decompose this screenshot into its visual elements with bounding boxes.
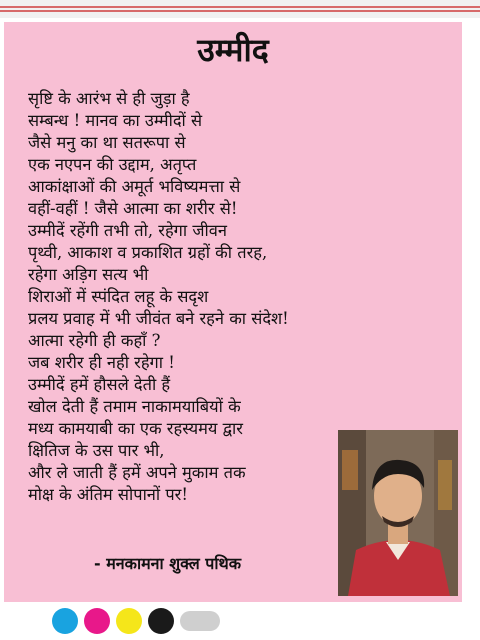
cyan-dot-icon [52,608,78,634]
decorative-rule [0,10,480,12]
poem-line: शिराओं में स्पंदित लहू के सदृश [28,287,209,306]
poem-line: सृष्टि के आरंभ से ही जुड़ा है [28,89,190,108]
poem-line: वहीं-वहीं ! जैसे आत्मा का शरीर से! [28,199,238,218]
poem-line: आकांक्षाओं की अमूर्त भविष्यमत्ता से [28,177,241,196]
poem-line: मोक्ष के अंतिम सोपानों पर! [28,485,188,504]
poem-line: पृथ्वी, आकाश व प्रकाशित ग्रहों की तरह, [28,243,268,262]
decorative-rule [0,6,480,8]
poem-line: एक नएपन की उद्दाम, अतृप्त [28,155,197,174]
poem-line: खोल देती हैं तमाम नाकामयाबियों के [28,397,241,416]
poem-line: जैसे मनु का था सतरूपा से [28,133,186,152]
poem-line: उम्मीदें हमें हौसले देती हैं [28,375,171,394]
poem-line: मध्य कामयाबी का एक रहस्यमय द्वार [28,419,243,438]
author-photo [338,430,458,596]
author-credit: - मनकामना शुक्ल पथिक [94,554,242,573]
yellow-dot-icon [116,608,142,634]
poem-line: प्रलय प्रवाह में भी जीवंत बने रहने का संदेश! [28,309,289,328]
poem-line: आत्मा रहेगी ही कहाँ ? [28,331,161,350]
newspaper-top-strip [0,0,480,18]
poem-line: क्षितिज के उस पार भी, [28,441,165,460]
poem-line: उम्मीदें रहेंगी तभी तो, रहेगा जीवन [28,221,227,240]
poem-line: और ले जाती हैं हमें अपने मुकाम तक [28,463,246,482]
poem-line: रहेगा अड़िग सत्य भी [28,265,149,284]
poem-title: उम्मीद [197,31,269,69]
gray-pill-icon [180,611,220,631]
magenta-dot-icon [84,608,110,634]
black-dot-icon [148,608,174,634]
poem-line: सम्बन्ध ! मानव का उम्मीदों से [28,111,203,130]
poem-line: जब शरीर ही नही रहेगा ! [28,353,175,372]
